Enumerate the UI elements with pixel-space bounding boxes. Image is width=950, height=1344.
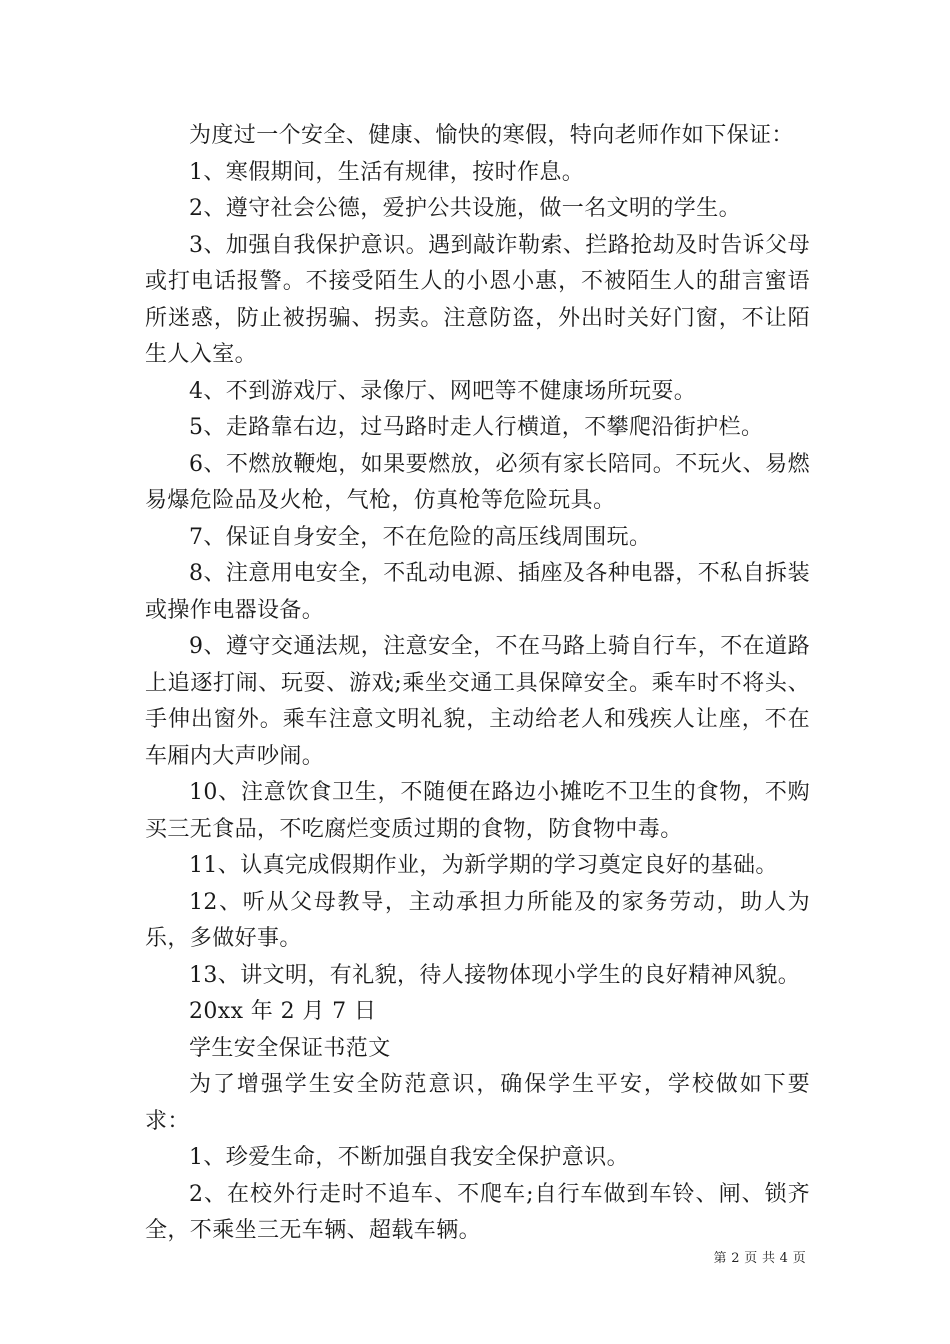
paragraph-item-6: 6、不燃放鞭炮，如果要燃放，必须有家长陪同。不玩火、易燃易爆危险品及火枪，气枪，仿真枪等危险玩具。: [145, 451, 810, 513]
document-body: [145, 118, 810, 1250]
paragraph-item-13: 13、讲文明，有礼貌，待人接物体现小学生的良好精神风貌。: [189, 962, 801, 988]
section-title: 学生安全保证书范文: [189, 1035, 391, 1061]
paragraph-item-10: 10、注意饮食卫生，不随便在路边小摊吃不卫生的食物，不购买三无食品，不吃腐烂变质过期的食物，防食物中毒。: [145, 780, 810, 842]
paragraph-item-3: 3、加强自我保护意识。遇到敲诈勒索、拦路抢劫及时告诉父母或打电话报警。不接受陌生人的小恩小惠，不被陌生人的甜言蜜语所迷惑，防止被拐骗、拐卖。注意防盗，外出时关好门窗，不让陌生人入室。: [145, 232, 810, 367]
paragraph-item-4: 4、不到游戏厅、录像厅、网吧等不健康场所玩耍。: [189, 378, 697, 404]
page-number: 第 2 页 共 4 页: [713, 1251, 806, 1266]
paragraph-school-item-2: 2、在校外行走时不追车、不爬车;自行车做到车铃、闸、锁齐全，不乘坐三无车辆、超载车辆。: [145, 1181, 810, 1243]
paragraph-item-11: 11、认真完成假期作业，为新学期的学习奠定良好的基础。: [189, 853, 778, 878]
paragraph-item-12: 12、听从父母教导，主动承担力所能及的家务劳动，助人为乐，多做好事。: [145, 889, 810, 951]
paragraph-item-1: 1、寒假期间，生活有规律，按时作息。: [189, 159, 585, 185]
paragraph-item-8: 8、注意用电安全，不乱动电源、插座及各种电器，不私自拆装或操作电器设备。: [145, 561, 810, 623]
paragraph-item-5: 5、走路靠右边，过马路时走人行横道，不攀爬沿街护栏。: [189, 415, 764, 440]
paragraph-item-2: 2、遵守社会公德，爱护公共设施，做一名文明的学生。: [189, 196, 741, 221]
paragraph-intro: 为度过一个安全、健康、愉快的寒假，特向老师作如下保证：: [189, 123, 794, 148]
date-line: 20xx 年 2 月 7 日: [189, 999, 377, 1024]
paragraph-school-item-1: 1、珍爱生命，不断加强自我安全保护意识。: [189, 1145, 629, 1170]
paragraph-school-intro: 为了增强学生安全防范意识，确保学生平安，学校做如下要求：: [145, 1072, 810, 1134]
paragraph-item-9: 9、遵守交通法规，注意安全，不在马路上骑自行车，不在道路上追逐打闹、玩耍、游戏;乘坐交通工具保障安全。乘车时不将头、手伸出窗外。乘车注意文明礼貌，主动给老人和残疾人让座，不在车厢内大声吵闹。: [145, 634, 810, 769]
paragraph-item-7: 7、保证自身安全，不在危险的高压线周围玩。: [189, 524, 652, 550]
